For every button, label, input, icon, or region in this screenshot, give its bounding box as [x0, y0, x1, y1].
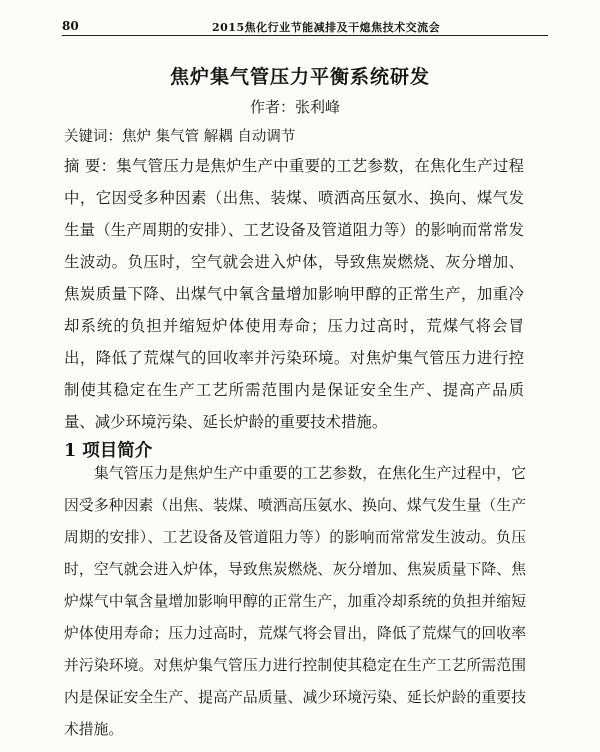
section-heading: 1 项目简介	[64, 441, 153, 461]
journal-title: 2015焦化行业节能减排及干熄焦技术交流会	[212, 21, 441, 34]
running-header	[62, 15, 548, 36]
abstract	[64, 150, 524, 438]
section-paragraph: 集气管压力是焦炉生产中重要的工艺参数，在焦化生产过程中，它因受多种因素（出焦、装煤、喷洒高压氨水、换向、煤气发生量（生产周期的安排）、工艺设备及管道阻力等）的影响而常常发生波动。负压时，空气就会进入炉体，导致焦炭燃烧、灰分增加、焦炭质量下降、焦炉煤气中氧含量增加影响甲醇的正常生产，加重冷却系统的负担并缩短炉体使用寿命；压力过高时，荒煤气将会冒出，降低了荒煤气的回收率并污染环境。对焦炉集气管压力进行控制使其稳定在生产工艺所需范围内是保证安全生产、提高产品质量、减少环境污染、延长炉龄的重要技术措施。	[64, 465, 526, 738]
article-keywords: 关键词：焦炉 集气管 解耦 自动调节	[64, 129, 296, 145]
article-title: 焦炉集气管压力平衡系统研发	[169, 66, 430, 88]
abstract-label: 摘 要：	[64, 157, 117, 175]
article-author: 作者：张利峰	[250, 98, 341, 116]
abstract-text: 集气管压力是焦炉生产中重要的工艺参数，在焦化生产过程中，它因受多种因素（出焦、装煤、喷洒高压氨水、换向、煤气发生量（生产周期的安排）、工艺设备及管道阻力等）的影响而常常发生波动。负压时，空气就会进入炉体，导致焦炭燃烧、灰分增加、焦炭质量下降、出煤气中氧含量增加影响甲醇的正常生产，加重冷却系统的负担并缩短炉体使用寿命；压力过高时，荒煤气将会冒出，降低了荒煤气的回收率并污染环境。对焦炉集气管压力进行控制使其稳定在生产工艺所需范围内是保证安全生产、提高产品质量、减少环境污染、延长炉龄的重要技术措施。	[64, 157, 524, 431]
page-number: 80	[62, 19, 79, 33]
